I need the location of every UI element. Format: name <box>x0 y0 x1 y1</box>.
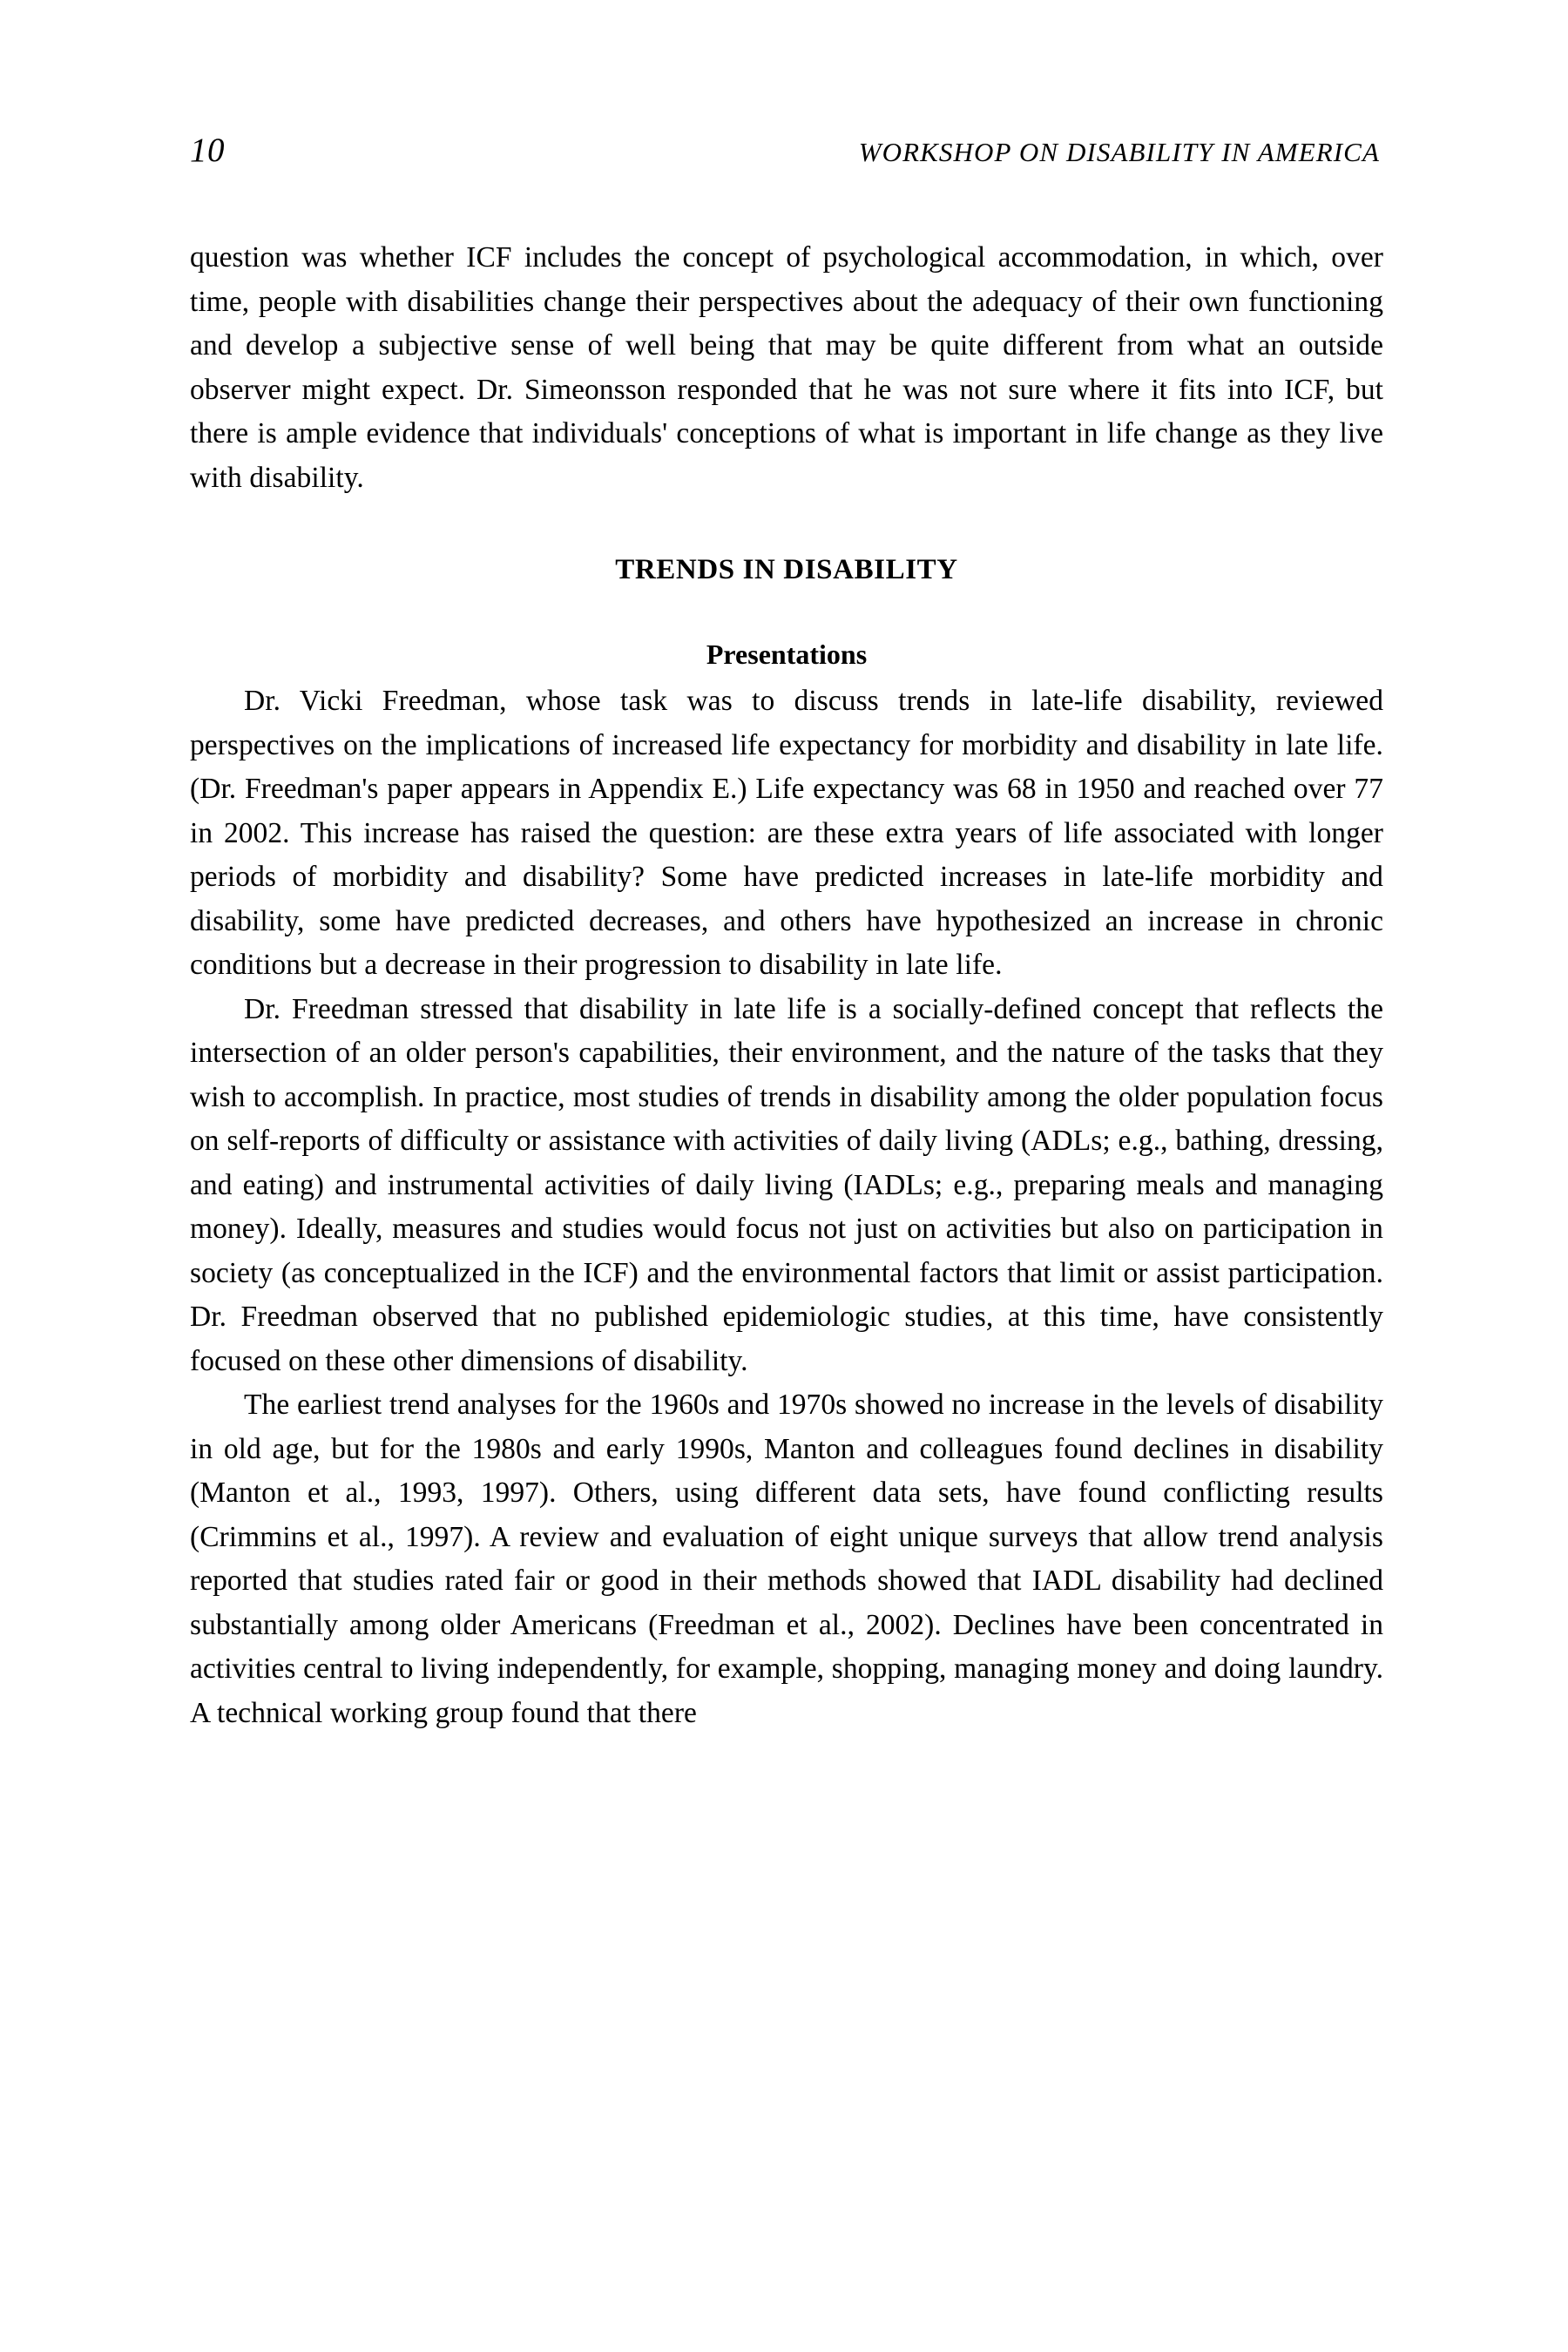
running-head <box>190 131 1383 170</box>
subsection-heading: Presentations <box>706 639 868 670</box>
paragraph-freedman-intro: Dr. Vicki Freedman, whose task was to discuss trends in late-life disability, reviewed perspectives on the implications of increased life expectancy for morbidity and disability in late life. (Dr. Freedman's paper appears in Appendix E.) Life expectancy was 68 in 1950 and reached over 77 in 2002. This increase has raised the question: are these extra years of life associated with longer periods of morbidity and disability? Some have predicted increases in late-life morbidity and disability, some have predicted decreases, and others have hypothesized an increase in chronic conditions but a decrease in their progression to disability in late life. <box>190 685 1383 981</box>
paragraph-freedman-concept: Dr. Freedman stressed that disability in late life is a socially-defined concept that reflects the intersection of an older person's capabilities, their environment, and the nature of the tasks that they wish to accomplish. In practice, most studies of trends in disability among the older population focus on self-reports of difficulty or assistance with activities of daily living (ADLs; e.g., bathing, dressing, and eating) and instrumental activities of daily living (IADLs; e.g., preparing meals and managing money). Ideally, measures and studies would focus not just on activities but also on participation in society (as conceptualized in the ICF) and the environmental factors that limit or assist participation. Dr. Freedman observed that no published epidemiologic studies, at this time, have consistently focused on these other dimensions of disability. <box>190 992 1383 1377</box>
running-head-title: WORKSHOP ON DISABILITY IN AMERICA <box>858 137 1380 167</box>
paragraph-trend-analyses: The earliest trend analyses for the 1960s and 1970s showed no increase in the levels of disability in old age, but for the 1980s and early 1990s, Manton and colleagues found declines in disability (Manton et al., 1993, 1997). Others, using different data sets, have found conflicting results (Crimmins et al., 1997). A review and evaluation of eight unique surveys that allow trend analysis reported that studies rated fair or good in their methods showed that IADL disability had declined substantially among older Americans (Freedman et al., 2002). Declines have been concentrated in activities central to living independently, for example, shopping, managing money and doing laundry. A technical working group found that there <box>190 1389 1383 1729</box>
page-content <box>190 131 1383 1735</box>
page-number: 10 <box>190 132 225 169</box>
paragraph-continuation: question was whether ICF includes the concept of psychological accommodation, in which, over time, people with disabilities change their perspectives about the adequacy of their own functioning and develop a subjective sense of well being that may be quite different from what an outside observer might expect. Dr. Simeonsson responded that he was not sure where it fits into ICF, but there is ample evidence that individuals' conceptions of what is important in life change as they live with disability. <box>190 241 1383 494</box>
section-heading: TRENDS IN DISABILITY <box>615 554 958 585</box>
